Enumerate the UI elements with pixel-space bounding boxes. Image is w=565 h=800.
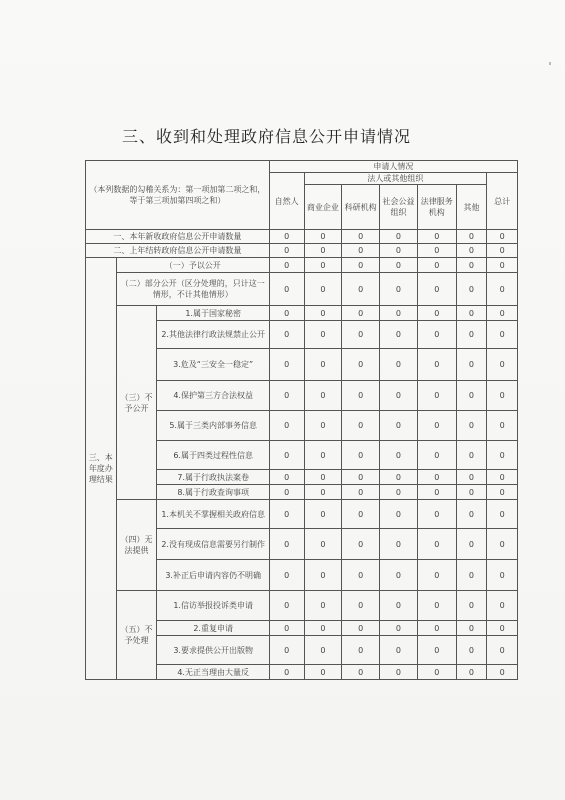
cell: 0: [304, 621, 342, 636]
cell: 0: [342, 306, 380, 321]
table-row: [86, 258, 518, 273]
cell: 0: [487, 321, 518, 349]
cell: 0: [380, 560, 418, 591]
row-label: 二、上年结转政府信息公开申请数量: [86, 244, 270, 258]
cell: 0: [380, 230, 418, 244]
cell: 0: [269, 258, 304, 273]
table-row: [86, 273, 518, 306]
cell: 0: [417, 529, 456, 560]
cell: 0: [342, 349, 380, 381]
row-label: 2.其他法律行政法规禁止公开: [157, 321, 269, 349]
group-label-unprocessed: （五）不予处理: [116, 591, 157, 680]
cell: 0: [269, 244, 304, 258]
row-label: 3.危及“三安全一稳定”: [157, 349, 269, 381]
cell: 0: [417, 500, 456, 529]
cell: 0: [380, 529, 418, 560]
cell: 0: [487, 621, 518, 636]
cell: 0: [342, 636, 380, 665]
cell: 0: [342, 381, 380, 411]
cell: 0: [456, 665, 487, 680]
cell: 0: [342, 230, 380, 244]
cell: 0: [269, 441, 304, 470]
cell: 0: [304, 349, 342, 381]
cell: 0: [456, 470, 487, 485]
cell: 0: [342, 485, 380, 500]
cell: 0: [304, 441, 342, 470]
cell: 0: [380, 273, 418, 306]
cell: 0: [269, 349, 304, 381]
cell: 0: [269, 485, 304, 500]
cell: 0: [342, 411, 380, 441]
scan-speck: [549, 62, 551, 65]
cell: 0: [456, 591, 487, 621]
cell: 0: [417, 485, 456, 500]
cell: 0: [380, 636, 418, 665]
table-row: [86, 244, 518, 258]
cell: 0: [456, 306, 487, 321]
cell: 0: [342, 665, 380, 680]
row-label: 1.本机关不掌握相关政府信息: [157, 500, 269, 529]
cell: 0: [269, 411, 304, 441]
cell: 0: [304, 636, 342, 665]
cell: 0: [456, 411, 487, 441]
cell: 0: [304, 665, 342, 680]
cell: 0: [417, 636, 456, 665]
cell: 0: [487, 441, 518, 470]
cell: 0: [380, 321, 418, 349]
cell: 0: [487, 591, 518, 621]
cell: 0: [487, 636, 518, 665]
cell: 0: [417, 441, 456, 470]
cell: 0: [380, 441, 418, 470]
cell: 0: [269, 529, 304, 560]
row-label: 8.属于行政查询事项: [157, 485, 269, 500]
cell: 0: [456, 621, 487, 636]
cell: 0: [269, 381, 304, 411]
cell: 0: [304, 306, 342, 321]
report-table: [85, 160, 518, 680]
cell: 0: [269, 636, 304, 665]
cell: 0: [380, 591, 418, 621]
header-applicant: 申请人情况: [269, 161, 517, 173]
header-natural: 自然人: [269, 173, 304, 230]
cell: 0: [380, 470, 418, 485]
cell: 0: [269, 470, 304, 485]
cell: 0: [487, 500, 518, 529]
cell: 0: [304, 470, 342, 485]
cell: 0: [269, 321, 304, 349]
cell: 0: [342, 529, 380, 560]
cell: 0: [304, 591, 342, 621]
cell: 0: [304, 230, 342, 244]
row-label: （二）部分公开（区分处理的，只计这一情形，不计其他情形）: [116, 273, 269, 306]
cell: 0: [380, 244, 418, 258]
cell: 0: [380, 349, 418, 381]
cell: 0: [417, 381, 456, 411]
cell: 0: [342, 591, 380, 621]
cell: 0: [456, 500, 487, 529]
cell: 0: [456, 321, 487, 349]
row-label: 7.属于行政执法案卷: [157, 470, 269, 485]
cell: 0: [304, 273, 342, 306]
cell: 0: [269, 560, 304, 591]
row-label: 5.属于三类内部事务信息: [157, 411, 269, 441]
cell: 0: [417, 665, 456, 680]
row-label: 1.信访举报投诉类申请: [157, 591, 269, 621]
cell: 0: [380, 411, 418, 441]
cell: 0: [417, 273, 456, 306]
cell: 0: [456, 529, 487, 560]
cell: 0: [487, 470, 518, 485]
cell: 0: [304, 529, 342, 560]
cell: 0: [304, 500, 342, 529]
group-label-withheld: （三）不予公开: [116, 306, 157, 500]
header-research: 科研机构: [342, 185, 380, 230]
cell: 0: [456, 636, 487, 665]
cell: 0: [487, 244, 518, 258]
cell: 0: [304, 321, 342, 349]
row-label: 3.要求提供公开出版物: [157, 636, 269, 665]
cell: 0: [417, 321, 456, 349]
group-label-results: 三、本年度办理结果: [86, 258, 117, 680]
cell: 0: [417, 230, 456, 244]
cell: 0: [342, 321, 380, 349]
cell: 0: [487, 529, 518, 560]
cell: 0: [456, 441, 487, 470]
cell: 0: [456, 349, 487, 381]
row-label: 1.属于国家秘密: [157, 306, 269, 321]
cell: 0: [417, 349, 456, 381]
cell: 0: [456, 244, 487, 258]
cell: 0: [456, 485, 487, 500]
cell: 0: [380, 500, 418, 529]
cell: 0: [342, 273, 380, 306]
row-label: 4.保护第三方合法权益: [157, 381, 269, 411]
page-title: 三、收到和处理政府信息公开申请情况: [122, 127, 412, 146]
cell: 0: [304, 485, 342, 500]
cell: 0: [380, 621, 418, 636]
cell: 0: [417, 244, 456, 258]
cell: 0: [380, 258, 418, 273]
cell: 0: [456, 258, 487, 273]
cell: 0: [417, 411, 456, 441]
cell: 0: [456, 273, 487, 306]
row-label: 一、本年新收政府信息公开申请数量: [86, 230, 270, 244]
cell: 0: [487, 485, 518, 500]
cell: 0: [342, 560, 380, 591]
row-label: 3.补正后申请内容仍不明确: [157, 560, 269, 591]
cell: 0: [342, 621, 380, 636]
table-row: [86, 306, 518, 321]
row-label: 6.属于四类过程性信息: [157, 441, 269, 470]
table-row: [86, 500, 518, 529]
cell: 0: [487, 411, 518, 441]
header-total: 总计: [487, 173, 518, 230]
cell: 0: [487, 560, 518, 591]
row-label: 4.无正当理由大量反: [157, 665, 269, 680]
cell: 0: [269, 306, 304, 321]
header-other: 其他: [456, 185, 487, 230]
cell: 0: [342, 244, 380, 258]
cell: 0: [417, 470, 456, 485]
cell: 0: [417, 591, 456, 621]
cell: 0: [380, 665, 418, 680]
cell: 0: [380, 485, 418, 500]
cell: 0: [487, 273, 518, 306]
cell: 0: [269, 230, 304, 244]
cell: 0: [342, 470, 380, 485]
header-law: 法律服务机构: [417, 185, 456, 230]
row-label: 2.重复申请: [157, 621, 269, 636]
cell: 0: [269, 273, 304, 306]
row-label: （一）予以公开: [116, 258, 269, 273]
table-row: [86, 591, 518, 621]
cell: 0: [487, 349, 518, 381]
row-label: 2.没有现成信息需要另行制作: [157, 529, 269, 560]
cell: 0: [380, 306, 418, 321]
cell: 0: [417, 560, 456, 591]
table-row: [86, 230, 518, 244]
cell: 0: [487, 258, 518, 273]
cell: 0: [304, 244, 342, 258]
cell: 0: [417, 258, 456, 273]
cell: 0: [456, 230, 487, 244]
cell: 0: [456, 381, 487, 411]
cell: 0: [269, 621, 304, 636]
cell: 0: [304, 381, 342, 411]
header-business: 商业企业: [304, 185, 342, 230]
cell: 0: [456, 560, 487, 591]
cell: 0: [380, 381, 418, 411]
cell: 0: [487, 306, 518, 321]
cell: 0: [304, 411, 342, 441]
cell: 0: [342, 258, 380, 273]
cell: 0: [487, 230, 518, 244]
header-social: 社会公益组织: [380, 185, 418, 230]
table-note: （本列数据的勾稽关系为：第一项加第二项之和，等于第三项加第四项之和）: [86, 161, 270, 230]
cell: 0: [304, 560, 342, 591]
cell: 0: [487, 665, 518, 680]
group-label-unavailable: （四）无法提供: [116, 500, 157, 591]
cell: 0: [342, 500, 380, 529]
cell: 0: [342, 441, 380, 470]
cell: 0: [269, 665, 304, 680]
cell: 0: [304, 258, 342, 273]
cell: 0: [417, 621, 456, 636]
cell: 0: [487, 381, 518, 411]
cell: 0: [417, 306, 456, 321]
cell: 0: [269, 591, 304, 621]
cell: 0: [269, 500, 304, 529]
header-legal: 法人或其他组织: [304, 173, 487, 185]
